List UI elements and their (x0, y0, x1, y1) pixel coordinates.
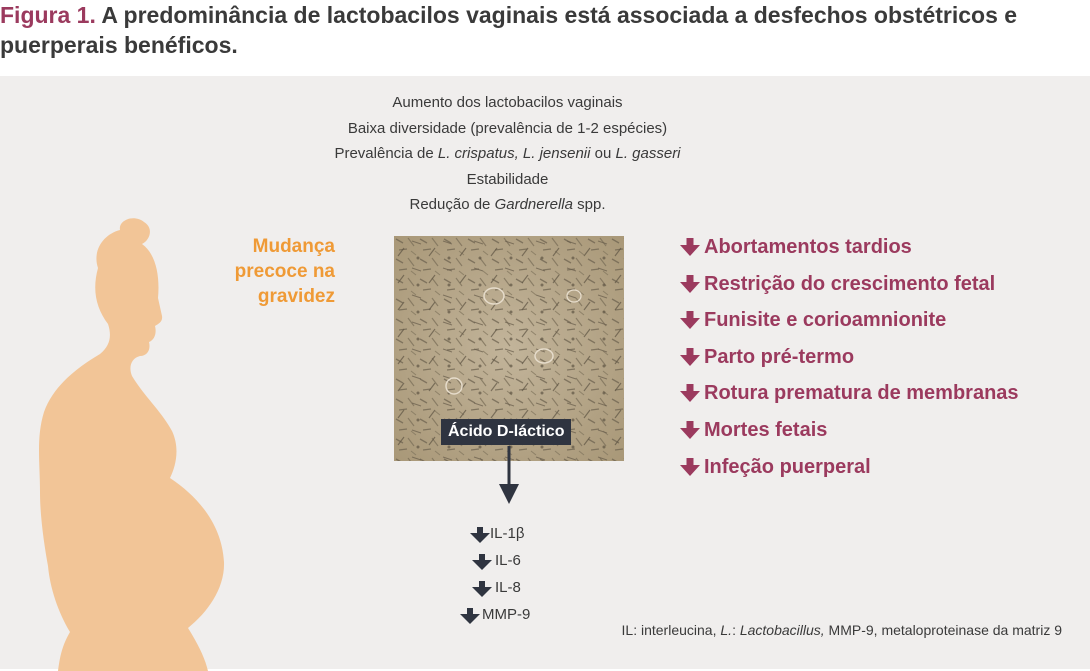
feature-line: Baixa diversidade (prevalência de 1-2 espécies) (347, 119, 668, 137)
cytokine-item: IL-8 (452, 574, 552, 601)
figure-panel: Aumento dos lactobacilos vaginais Baixa diversidade (prevalência de 1-2 espécies) Prevalência de L. crispatus, L. jensenii ou L. gasseri Estabilidade Redução de Gardnerella spp. Mudança precoce na gravidez Ácido D-láctico IL-1β IL-6 IL-8 MMP-9 Abortamentos tardios Restrição do crescimento fetal Funisite e corioamnionite Parto pré-termo Rotura prematura de membranas Mortes fetais Infeção puerperal IL: interleucina, L.: Lactobacillus, MMP-9, metaloproteinase da matriz 9 (0, 76, 1090, 669)
down-arrow-icon (680, 384, 700, 402)
down-arrow-icon (472, 581, 492, 597)
feature-line: Aumento dos lactobacilos vaginais (392, 94, 623, 111)
down-arrow-icon (460, 608, 480, 624)
cytokine-list (452, 520, 552, 628)
cytokine-item: IL-1β (452, 520, 552, 547)
cytokine-item: IL-6 (452, 547, 552, 574)
down-arrow-icon (680, 458, 700, 476)
d-lactic-acid-label: Ácido D-láctico (441, 419, 571, 445)
feature-line: Redução de Gardnerella spp. (409, 196, 606, 213)
microbiome-features (250, 90, 765, 218)
cytokine-item: MMP-9 (452, 601, 552, 628)
footnote: IL: interleucina, L.: Lactobacillus, MMP-9, metaloproteinase da matriz 9 (621, 622, 1062, 638)
figure-label: Figura 1. (0, 2, 96, 28)
down-arrow-icon (496, 446, 522, 508)
figure-title-text: A predominância de lactobacilos vaginais está associada a desfechos obstétricos e puerperais benéficos. (0, 2, 1018, 58)
down-arrow-icon (680, 348, 700, 366)
figure-title (0, 0, 1090, 60)
down-arrow-icon (680, 238, 700, 256)
down-arrow-icon (472, 554, 492, 570)
feature-line: Estabilidade (466, 170, 549, 188)
down-arrow-icon (470, 527, 490, 543)
early-change-label: Mudança precoce na gravidez (234, 236, 335, 307)
down-arrow-icon (680, 421, 700, 439)
down-arrow-icon (680, 275, 700, 293)
down-arrow-icon (680, 311, 700, 329)
feature-line: Prevalência de L. crispatus, L. jensenii ou L. gasseri (334, 145, 681, 162)
